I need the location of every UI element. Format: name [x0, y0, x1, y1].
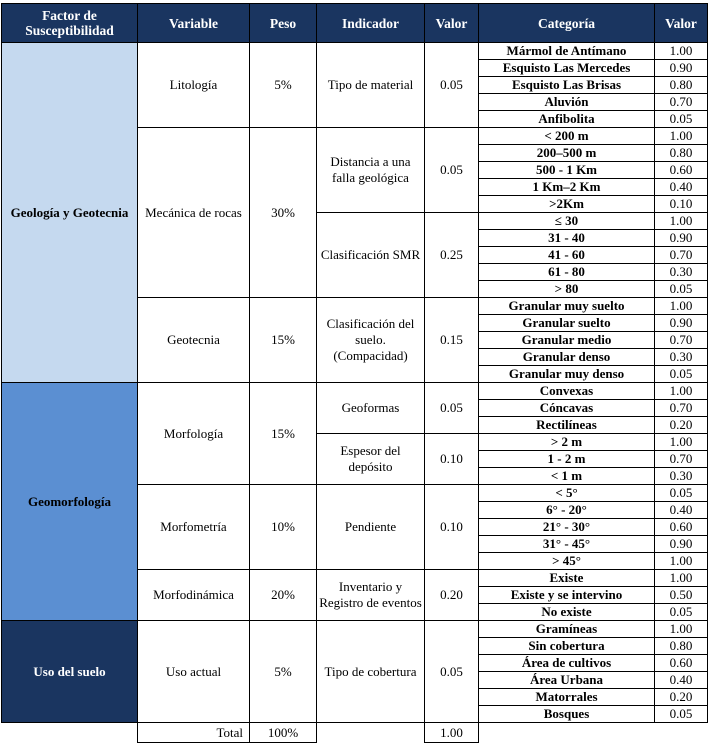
- category-value: 0.70: [655, 451, 708, 468]
- category-value: 0.70: [655, 332, 708, 349]
- category-cell: Rectilíneas: [479, 417, 655, 434]
- category-cell: Matorrales: [479, 689, 655, 706]
- category-value: 0.60: [655, 655, 708, 672]
- category-cell: > 45°: [479, 553, 655, 570]
- peso-morfometria: 10%: [250, 485, 317, 570]
- category-value: 0.20: [655, 417, 708, 434]
- header-indicador: Indicador: [317, 4, 425, 43]
- indicator-tipo-material: Tipo de material: [317, 43, 425, 128]
- valor-distancia-falla: 0.05: [425, 128, 479, 213]
- category-value: 0.40: [655, 179, 708, 196]
- category-cell: Gramíneas: [479, 621, 655, 638]
- category-cell: Existe: [479, 570, 655, 587]
- category-value: 0.80: [655, 145, 708, 162]
- indicator-inventario: Inventario y Registro de eventos: [317, 570, 425, 621]
- category-value: 0.05: [655, 366, 708, 383]
- category-cell: 41 - 60: [479, 247, 655, 264]
- category-value: 1.00: [655, 383, 708, 400]
- category-value: 0.05: [655, 485, 708, 502]
- valor-inventario: 0.20: [425, 570, 479, 621]
- category-cell: Granular medio: [479, 332, 655, 349]
- category-cell: 21° - 30°: [479, 519, 655, 536]
- category-cell: Bosques: [479, 706, 655, 723]
- category-value: 0.05: [655, 281, 708, 298]
- variable-morfometria: Morfometría: [138, 485, 250, 570]
- category-cell: > 80: [479, 281, 655, 298]
- header-row: [2, 4, 708, 43]
- header-peso: Peso: [250, 4, 317, 43]
- category-cell: Granular suelto: [479, 315, 655, 332]
- category-value: 0.30: [655, 349, 708, 366]
- category-value: 1.00: [655, 43, 708, 60]
- category-cell: 31 - 40: [479, 230, 655, 247]
- variable-morfologia: Morfología: [138, 383, 250, 485]
- peso-mecanica: 30%: [250, 128, 317, 298]
- category-cell: No existe: [479, 604, 655, 621]
- factor-uso-suelo: Uso del suelo: [2, 621, 138, 723]
- category-value: 1.00: [655, 621, 708, 638]
- variable-morfodinamica: Morfodinámica: [138, 570, 250, 621]
- category-value: 0.80: [655, 638, 708, 655]
- category-value: 0.90: [655, 536, 708, 553]
- category-cell: Aluvión: [479, 94, 655, 111]
- peso-litologia: 5%: [250, 43, 317, 128]
- category-cell: < 5°: [479, 485, 655, 502]
- category-value: 0.10: [655, 196, 708, 213]
- variable-litologia: Litología: [138, 43, 250, 128]
- header-variable: Variable: [138, 4, 250, 43]
- valor-geoformas: 0.05: [425, 383, 479, 434]
- category-value: 0.05: [655, 111, 708, 128]
- category-value: 1.00: [655, 128, 708, 145]
- category-cell: Área Urbana: [479, 672, 655, 689]
- category-cell: Área de cultivos: [479, 655, 655, 672]
- susceptibility-table: [1, 3, 708, 743]
- category-value: 1.00: [655, 553, 708, 570]
- category-value: 0.20: [655, 689, 708, 706]
- category-cell: 6° - 20°: [479, 502, 655, 519]
- indicator-pendiente: Pendiente: [317, 485, 425, 570]
- valor-espesor: 0.10: [425, 434, 479, 485]
- factor-geomorfologia: Geomorfología: [2, 383, 138, 621]
- indicator-distancia-falla: Distancia a una falla geológica: [317, 128, 425, 213]
- category-cell: Mármol de Antímano: [479, 43, 655, 60]
- header-valor: Valor: [425, 4, 479, 43]
- category-cell: Anfibolita: [479, 111, 655, 128]
- indicator-geoformas: Geoformas: [317, 383, 425, 434]
- total-peso: 100%: [250, 723, 317, 743]
- category-cell: 500 - 1 Km: [479, 162, 655, 179]
- total-valor: 1.00: [425, 723, 479, 743]
- category-cell: Sin cobertura: [479, 638, 655, 655]
- valor-smr: 0.25: [425, 213, 479, 298]
- category-value: 0.30: [655, 468, 708, 485]
- category-cell: > 2 m: [479, 434, 655, 451]
- valor-tipo-material: 0.05: [425, 43, 479, 128]
- category-value: 0.40: [655, 502, 708, 519]
- category-value: 0.05: [655, 706, 708, 723]
- category-value: 0.90: [655, 230, 708, 247]
- category-cell: Granular muy suelto: [479, 298, 655, 315]
- peso-morfologia: 15%: [250, 383, 317, 485]
- category-value: 0.50: [655, 587, 708, 604]
- valor-pendiente: 0.10: [425, 485, 479, 570]
- category-value: 0.40: [655, 672, 708, 689]
- category-value: 0.90: [655, 315, 708, 332]
- category-value: 0.90: [655, 60, 708, 77]
- category-value: 1.00: [655, 213, 708, 230]
- category-cell: 1 Km–2 Km: [479, 179, 655, 196]
- category-cell: < 200 m: [479, 128, 655, 145]
- category-cell: Cóncavas: [479, 400, 655, 417]
- header-categoria: Categoría: [479, 4, 655, 43]
- peso-morfodinamica: 20%: [250, 570, 317, 621]
- category-value: 1.00: [655, 298, 708, 315]
- category-value: 1.00: [655, 570, 708, 587]
- variable-uso-actual: Uso actual: [138, 621, 250, 723]
- category-value: 0.05: [655, 604, 708, 621]
- category-value: 0.30: [655, 264, 708, 281]
- header-factor: Factor de Susceptibilidad: [2, 4, 138, 43]
- valor-clasificacion-suelo: 0.15: [425, 298, 479, 383]
- indicator-clasificacion-suelo: Clasificación del suelo. (Compacidad): [317, 298, 425, 383]
- category-value: 0.70: [655, 247, 708, 264]
- factor-geologia: Geología y Geotecnia: [2, 43, 138, 383]
- category-cell: 31° - 45°: [479, 536, 655, 553]
- header-valor-categoria: Valor: [655, 4, 708, 43]
- valor-cobertura: 0.05: [425, 621, 479, 723]
- variable-geotecnia: Geotecnia: [138, 298, 250, 383]
- category-cell: Existe y se intervino: [479, 587, 655, 604]
- category-cell: Esquisto Las Mercedes: [479, 60, 655, 77]
- category-value: 1.00: [655, 434, 708, 451]
- indicator-espesor: Espesor del depósito: [317, 434, 425, 485]
- total-row: [2, 723, 708, 743]
- peso-uso-actual: 5%: [250, 621, 317, 723]
- category-cell: Granular denso: [479, 349, 655, 366]
- category-cell: < 1 m: [479, 468, 655, 485]
- indicator-cobertura: Tipo de cobertura: [317, 621, 425, 723]
- category-value: 0.60: [655, 519, 708, 536]
- total-label: Total: [138, 723, 250, 743]
- category-cell: >2Km: [479, 196, 655, 213]
- category-value: 0.70: [655, 94, 708, 111]
- category-cell: 1 - 2 m: [479, 451, 655, 468]
- category-cell: Granular muy denso: [479, 366, 655, 383]
- category-cell: ≤ 30: [479, 213, 655, 230]
- variable-mecanica: Mecánica de rocas: [138, 128, 250, 298]
- category-value: 0.60: [655, 162, 708, 179]
- indicator-smr: Clasificación SMR: [317, 213, 425, 298]
- category-cell: Esquisto Las Brisas: [479, 77, 655, 94]
- category-value: 0.70: [655, 400, 708, 417]
- peso-geotecnia: 15%: [250, 298, 317, 383]
- category-value: 0.80: [655, 77, 708, 94]
- category-cell: 61 - 80: [479, 264, 655, 281]
- category-cell: 200–500 m: [479, 145, 655, 162]
- category-cell: Convexas: [479, 383, 655, 400]
